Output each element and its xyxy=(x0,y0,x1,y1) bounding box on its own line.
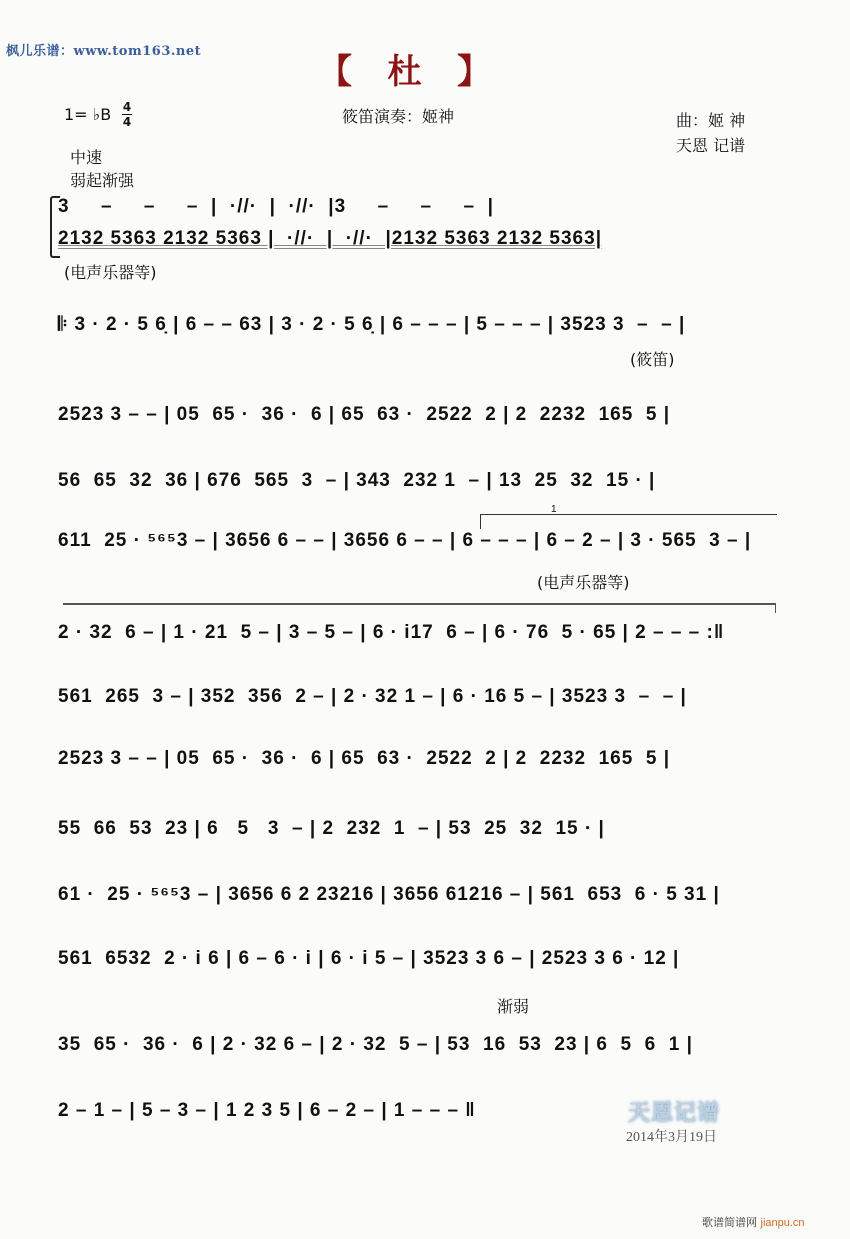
volta-bracket-1 xyxy=(480,504,777,529)
watermark-site: 枫儿乐谱：www.tom163.net xyxy=(6,44,202,59)
tempo-marking xyxy=(70,146,134,192)
composer-credit xyxy=(676,108,745,158)
instrument-label-electric: (电声乐器等) xyxy=(537,573,630,592)
transcription-date: 2014年3月19日 xyxy=(626,1130,717,1145)
tempo-text: 中速 xyxy=(70,148,103,167)
score-line-4: 611 25 · ⁵⁶⁵3 – | 3656 6 – – | 3656 6 – – | 6 – – – | 6 – 2 – | 3 · 565 3 – | xyxy=(58,530,752,551)
volta-bracket-line xyxy=(63,603,776,613)
transcriber-line: 天恩 记谱 xyxy=(676,136,746,155)
composer-line: 曲：姬 神 xyxy=(676,111,746,130)
site-name-en: jianpu.cn xyxy=(760,1217,805,1229)
score-line-6: 561 265 3 – | 352 356 2 – | 2 · 32 1 – | 6 · 16 5 – | 3523 3 – – | xyxy=(58,686,687,707)
instrument-label-dizi: (筱笛) xyxy=(630,350,675,369)
score-line-10: 561 6532 2 · i 6 | 6 – 6 · i | 6 · i 5 – | 3523 3 6 – | 2523 3 6 · 12 | xyxy=(58,948,680,969)
score-line-8: 55 66 53 23 | 6 5 3 – | 2 232 1 – | 53 25 32 15 · | xyxy=(58,818,605,839)
watermark-bottom xyxy=(702,1214,805,1230)
page-title: 【 杜 】 xyxy=(318,52,492,92)
volta-number: 1 xyxy=(551,504,557,515)
performer-credit: 筱笛演奏：姬神 xyxy=(342,107,455,126)
time-signature-bottom: 4 xyxy=(122,115,132,129)
score-line-12: 2 – 1 – | 5 – 3 – | 1 2 3 5 | 6 – 2 – | 1 – – – ‖ xyxy=(58,1100,476,1121)
site-name-cn: 歌谱简谱网 xyxy=(702,1216,757,1229)
score-line-9: 61 · 25 · ⁵⁶⁵3 – | 3656 6 2 23216 | 3656 61216 – | 561 653 6 · 5 31 | xyxy=(58,884,720,905)
score-line-7: 2523 3 – – | 05 65 · 36 · 6 | 65 63 · 2522 2 | 2 2232 165 5 | xyxy=(58,748,671,769)
score-line-3: 56 65 32 36 | 676 565 3 – | 343 232 1 – | 13 25 32 15 · | xyxy=(58,470,656,491)
time-signature xyxy=(122,101,132,128)
transcriber-stamp: 天恩记谱 xyxy=(628,1100,721,1126)
intro-upper-staff: 3 – – – | ·//· | ·//· |3 – – – | xyxy=(58,196,494,217)
intro-lower-staff: 2132 5363 2132 5363 | ·//· | ·//· |2132 5363 2132 5363| xyxy=(58,228,603,249)
score-line-1: 𝄆 3 · 2 · 5 6̣ | 6 – – 63 | 3 · 2 · 5 6̣ | 6 – – – | 5 – – – | 3523 3 – – | xyxy=(58,314,686,335)
score-line-2: 2523 3 – – | 05 65 · 36 · 6 | 65 63 · 2522 2 | 2 2232 165 5 | xyxy=(58,404,671,425)
dynamics-text: 弱起渐强 xyxy=(70,171,135,190)
score-line-5: 2 · 32 6 – | 1 · 21 5 – | 3 – 5 – | 6 · i17 6 – | 6 · 76 5 · 65 | 2 – – – :‖ xyxy=(58,622,725,643)
time-signature-top: 4 xyxy=(122,100,132,114)
diminuendo-marking: 渐弱 xyxy=(497,997,530,1016)
key-signature: 1= ♭B xyxy=(64,105,112,124)
instrument-label: (电声乐器等) xyxy=(64,263,157,282)
score-line-11: 35 65 · 36 · 6 | 2 · 32 6 – | 2 · 32 5 – | 53 16 53 23 | 6 5 6 1 | xyxy=(58,1034,693,1055)
